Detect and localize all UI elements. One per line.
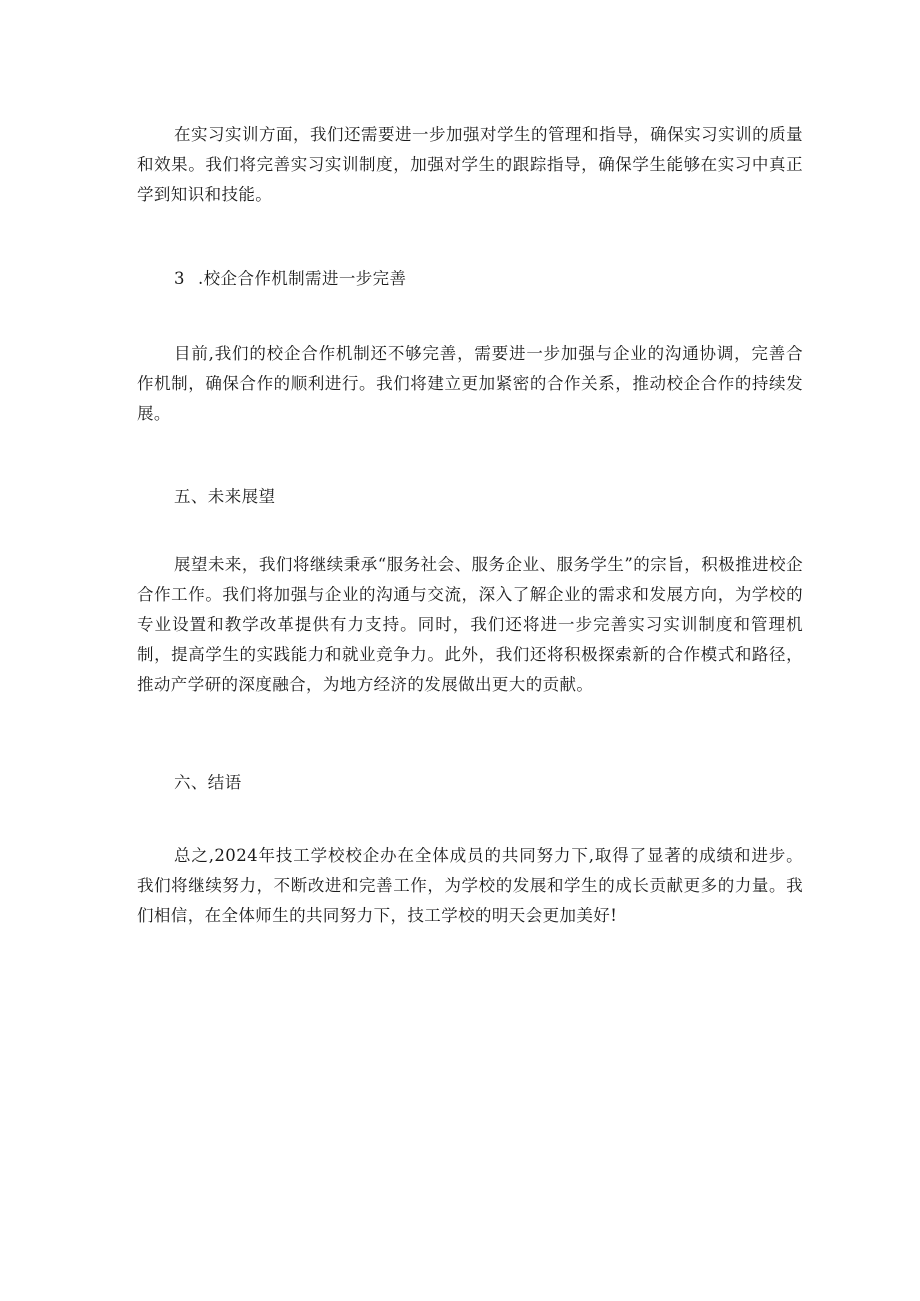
section-heading-3-text: .校企合作机制需进一步完善 xyxy=(198,269,407,288)
conclusion-paragraph: 总之,2024年技工学校校企办在全体成员的共同努力下,取得了显著的成绩和进步。我们将继续努力，不断改进和完善工作，为学校的发展和学生的成长贡献更多的力量。我们相信，在全体师生的共同努力下，技工学校的明天会更加美好! xyxy=(137,846,803,925)
outlook-paragraph: 展望未来，我们将继续秉承“服务社会、服务企业、服务学生”的宗旨，积极推进校企合作工作。我们将加强与企业的沟通与交流，深入了解企业的需求和发展方向，为学校的专业设置和教学改革提供有力支持。同时，我们还将进一步完善实习实训制度和管理机制，提高学生的实践能力和就业竞争力。此外，我们还将积极探索新的合作模式和路径，推动产学研的深度融合，为地方经济的发展做出更大的贡献。 xyxy=(137,555,803,694)
section-heading-6: 六、结语 xyxy=(174,773,242,792)
cooperation-paragraph: 目前,我们的校企合作机制还不够完善，需要进一步加强与企业的沟通协调，完善合作机制，确保合作的顺利进行。我们将建立更加紧密的合作关系，推动校企合作的持续发展。 xyxy=(137,344,803,423)
internship-paragraph: 在实习实训方面，我们还需要进一步加强对学生的管理和指导，确保实习实训的质量和效果。我们将完善实习实训制度，加强对学生的跟踪指导，确保学生能够在实习中真正学到知识和技能。 xyxy=(137,125,803,204)
section-heading-3 xyxy=(174,264,406,294)
section-heading-3-number: 3 xyxy=(174,269,185,288)
section-heading-5: 五、未来展望 xyxy=(174,487,276,506)
